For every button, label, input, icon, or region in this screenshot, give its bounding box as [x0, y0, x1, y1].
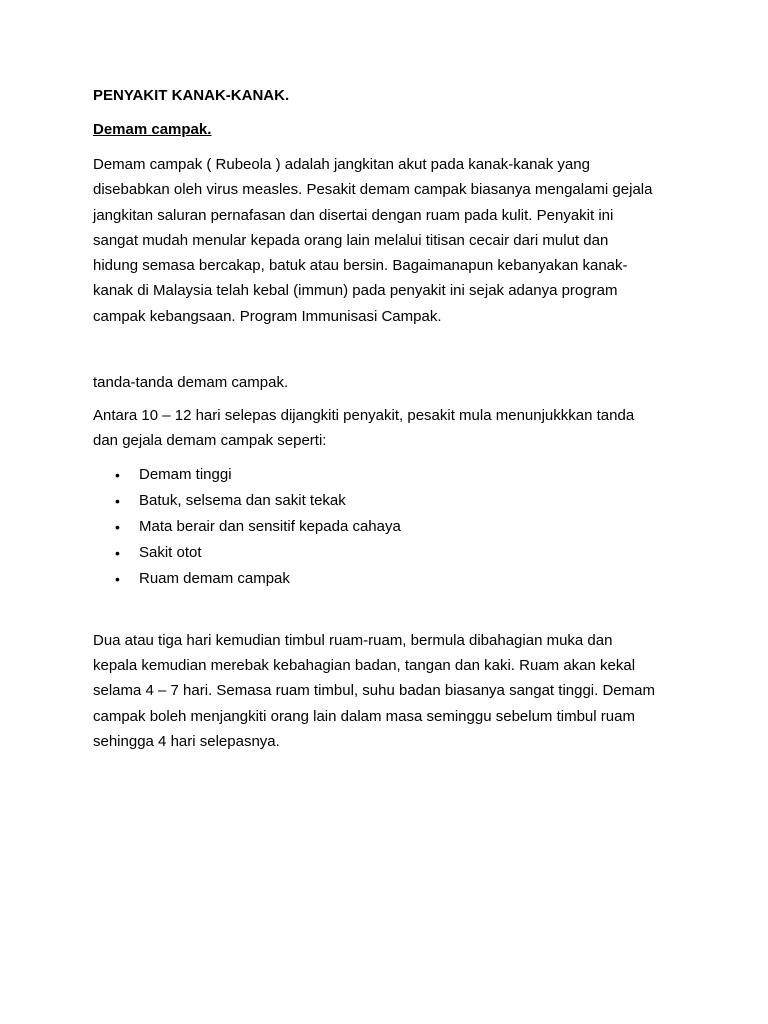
symptom-label: Sakit otot — [139, 543, 202, 561]
paragraph-line: Demam campak ( Rubeola ) adalah jangkitan akut pada kanak-kanak yang — [93, 156, 590, 173]
bullet-icon: • — [115, 570, 120, 587]
bullet-icon: • — [115, 518, 120, 535]
list-item — [93, 488, 683, 514]
paragraph-line: disebabkan oleh virus measles. Pesakit demam campak biasanya mengalami gejala — [93, 181, 653, 199]
paragraph-line: campak kebangsaan. Program Immunisasi Campak. — [93, 307, 442, 325]
list-item — [93, 462, 683, 488]
bullet-icon: • — [115, 492, 120, 509]
bullet-icon: • — [115, 544, 120, 561]
symptom-label: Batuk, selsema dan sakit tekak — [139, 491, 346, 509]
section-heading: Demam campak. — [93, 121, 212, 138]
document-body — [93, 84, 683, 754]
intro-paragraph — [93, 152, 683, 329]
symptom-list — [93, 462, 683, 592]
list-item — [93, 514, 683, 540]
list-item — [93, 566, 683, 592]
paragraph-line: hidung semasa bercakap, batuk atau bersin. Bagaimanapun kebanyakan kanak- — [93, 257, 628, 275]
paragraph-line: kepala kemudian merebak kebahagian badan, tangan dan kaki. Ruam akan kekal — [93, 656, 636, 674]
list-item — [93, 540, 683, 566]
onset-paragraph — [93, 403, 683, 454]
document-title: PENYAKIT KANAK-KANAK. — [93, 87, 290, 104]
paragraph-line: dan gejala demam campak seperti: — [93, 432, 327, 450]
paragraph-line: Dua atau tiga hari kemudian timbul ruam-ruam, bermula dibahagian muka dan — [93, 631, 613, 649]
paragraph-line: selama 4 – 7 hari. Semasa ruam timbul, suhu badan biasanya sangat tinggi. Demam — [93, 682, 655, 700]
signs-heading: tanda-tanda demam campak. — [93, 374, 289, 392]
rash-paragraph — [93, 628, 683, 754]
paragraph-line: sangat mudah menular kepada orang lain melalui titisan cecair dari mulut dan — [93, 231, 609, 249]
symptom-label: Mata berair dan sensitif kepada cahaya — [139, 517, 401, 535]
paragraph-line: sehingga 4 hari selepasnya. — [93, 732, 280, 750]
paragraph-line: Antara 10 – 12 hari selepas dijangkiti penyakit, pesakit mula menunjukkkan tanda — [93, 407, 635, 425]
paragraph-line: campak boleh menjangkiti orang lain dalam masa seminggu sebelum timbul ruam — [93, 707, 635, 725]
symptom-label: Ruam demam campak — [139, 569, 290, 587]
symptom-label: Demam tinggi — [139, 465, 232, 483]
bullet-icon: • — [115, 466, 120, 483]
paragraph-line: kanak di Malaysia telah kebal (immun) pada penyakit ini sejak adanya program — [93, 282, 618, 300]
paragraph-line: jangkitan saluran pernafasan dan disertai dengan ruam pada kulit. Penyakit ini — [93, 206, 614, 224]
